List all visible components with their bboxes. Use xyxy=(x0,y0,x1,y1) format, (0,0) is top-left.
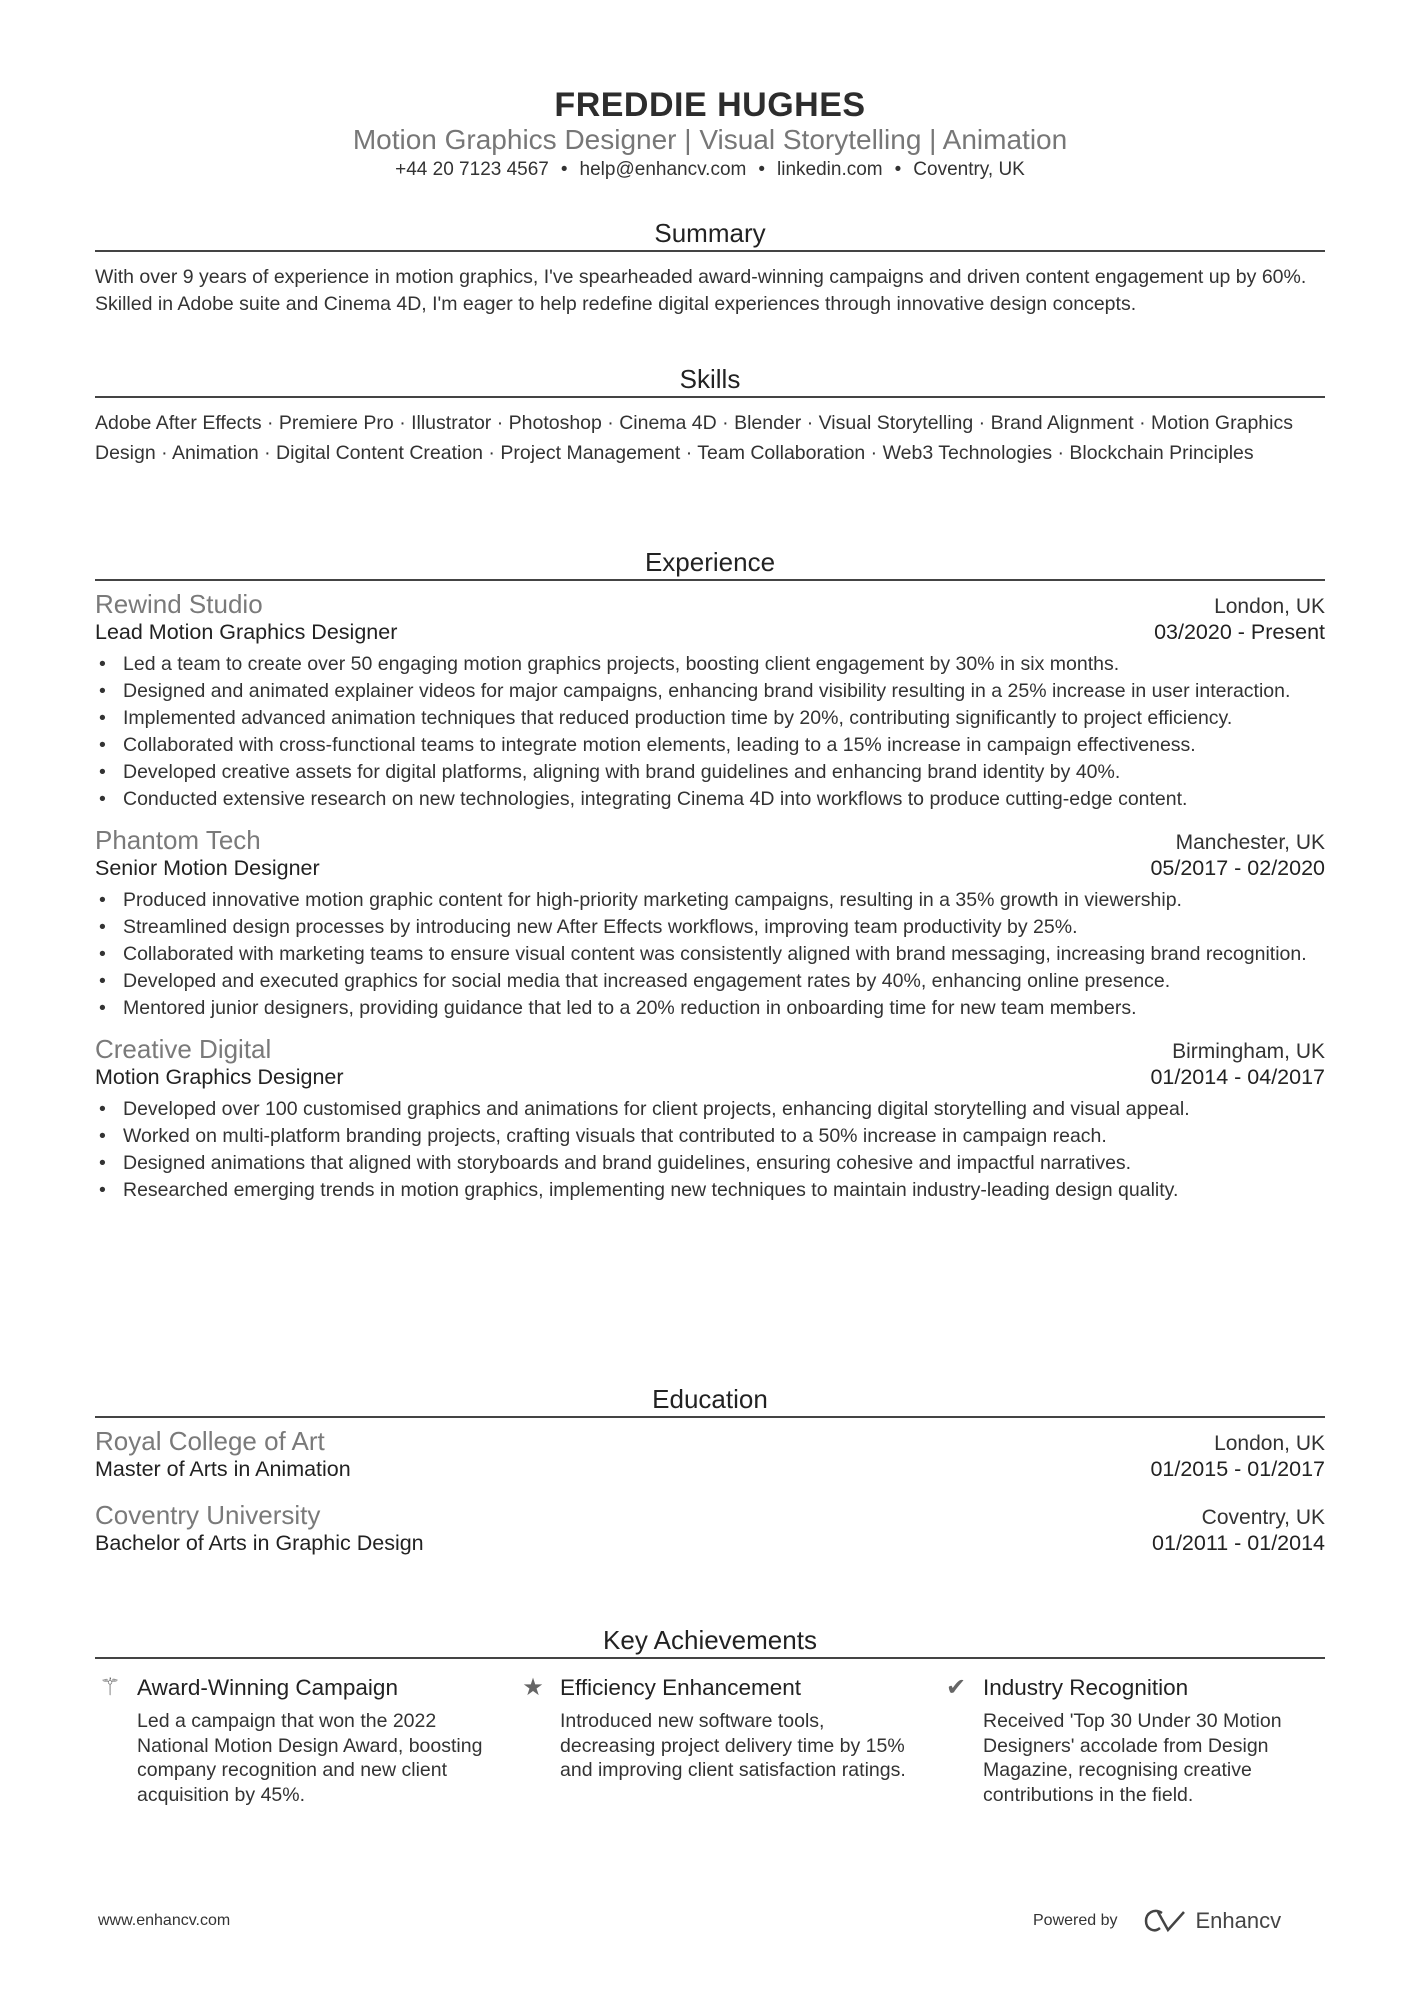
job-bullets xyxy=(95,887,1325,1022)
skills-section xyxy=(95,362,1325,468)
achievement-item xyxy=(941,1673,1341,1807)
degree: Bachelor of Arts in Graphic Design xyxy=(95,1531,424,1555)
linkedin-link[interactable]: linkedin.com xyxy=(777,159,883,180)
bullet: • Mentored junior designers, providing guidance that led to a 20% reduction in onboarding time for new team members. xyxy=(95,995,1325,1022)
achievement-item xyxy=(518,1673,918,1783)
achievements-section xyxy=(95,1623,1325,1659)
section-title: Key Achievements xyxy=(95,1623,1325,1659)
experience-section xyxy=(95,545,1325,1204)
location: Coventry, UK xyxy=(913,159,1025,180)
achievement-item xyxy=(95,1673,495,1807)
school-location: London, UK xyxy=(1214,1432,1325,1455)
separator: • xyxy=(758,159,766,180)
job-dates: 03/2020 - Present xyxy=(1154,620,1325,644)
section-title: Education xyxy=(95,1382,1325,1418)
company-name: Rewind Studio xyxy=(95,589,263,619)
education-dates: 01/2011 - 01/2014 xyxy=(1152,1531,1325,1555)
summary-text: With over 9 years of experience in motion graphics, I've spearheaded award-winning campaigns and driven content engagement up by 60%. Skilled in Adobe suite and Cinema 4D, I'm eager to help redefine digital experiences through innovative design concepts. xyxy=(95,266,1307,315)
email[interactable]: help@enhancv.com xyxy=(579,159,747,180)
bullet: • Designed and animated explainer videos for major campaigns, enhancing brand visibility resulting in a 25% increase in user interaction. xyxy=(95,678,1325,705)
separator: • xyxy=(560,159,568,180)
education-dates: 01/2015 - 01/2017 xyxy=(1150,1457,1325,1481)
bullet: • Collaborated with cross-functional teams to integrate motion elements, leading to a 15% increase in campaign effectiveness. xyxy=(95,732,1325,759)
job-title: Lead Motion Graphics Designer xyxy=(95,620,398,644)
job-dates: 01/2014 - 04/2017 xyxy=(1150,1065,1325,1089)
education-entry xyxy=(95,1500,1325,1556)
achievement-title: Award-Winning Campaign xyxy=(137,1675,398,1700)
job-bullets xyxy=(95,651,1325,813)
separator: • xyxy=(894,159,902,180)
bullet: • Developed creative assets for digital platforms, aligning with brand guidelines and enhancing brand identity by 40%. xyxy=(95,759,1325,786)
summary-section xyxy=(95,216,1325,318)
checkmark-icon: ✔ xyxy=(945,1674,967,1701)
contact-info xyxy=(95,159,1325,181)
bullet: • Produced innovative motion graphic content for high-priority marketing campaigns, resulting in a 35% growth in viewership. xyxy=(95,887,1325,914)
powered-by-label: Powered by xyxy=(1033,1912,1118,1929)
bullet: • Conducted extensive research on new technologies, integrating Cinema 4D into workflows to produce cutting-edge content. xyxy=(95,786,1325,813)
section-title: Experience xyxy=(95,545,1325,581)
degree: Master of Arts in Animation xyxy=(95,1457,351,1481)
bullet: • Collaborated with marketing teams to ensure visual content was consistently aligned with brand messaging, increasing brand recognition. xyxy=(95,941,1325,968)
achievement-text: Led a campaign that won the 2022 National Motion Design Award, boosting company recognition and new client acquisition by 45%. xyxy=(137,1710,483,1806)
phone: +44 20 7123 4567 xyxy=(395,159,549,180)
company-name: Phantom Tech xyxy=(95,825,261,855)
education-section xyxy=(95,1382,1325,1556)
job-dates: 05/2017 - 02/2020 xyxy=(1150,856,1325,880)
bullet: • Researched emerging trends in motion graphics, implementing new techniques to maintain industry-leading design quality. xyxy=(95,1177,1325,1204)
job-title: Senior Motion Designer xyxy=(95,856,320,880)
achievement-title: Industry Recognition xyxy=(983,1675,1189,1700)
job-location: London, UK xyxy=(1214,595,1325,618)
job-entry xyxy=(95,825,1325,1022)
education-entry xyxy=(95,1426,1325,1482)
school-name: Royal College of Art xyxy=(95,1426,325,1456)
candidate-name: FREDDIE HUGHES xyxy=(554,86,866,124)
bullet: • Implemented advanced animation techniques that reduced production time by 20%, contributing significantly to project efficiency. xyxy=(95,705,1325,732)
bullet: • Led a team to create over 50 engaging motion graphics projects, boosting client engagement by 30% in six months. xyxy=(95,651,1325,678)
job-title: Motion Graphics Designer xyxy=(95,1065,344,1089)
headline: Motion Graphics Designer | Visual Storytelling | Animation xyxy=(352,124,1068,155)
school-name: Coventry University xyxy=(95,1500,321,1530)
section-title: Skills xyxy=(95,362,1325,398)
bullet: • Developed and executed graphics for social media that increased engagement rates by 40%, enhancing online presence. xyxy=(95,968,1325,995)
achievement-text: Introduced new software tools, decreasing project delivery time by 15% and improving client satisfaction ratings. xyxy=(560,1710,906,1781)
skills-list: Adobe After Effects · Premiere Pro · Illustrator · Photoshop · Cinema 4D · Blender · Visual Storytelling · Brand Alignment · Motion Graphics Design · Animation · Digital Content Creation · Project Management · Team Collaboration · Web3 Technologies · Blockchain Principles xyxy=(95,412,1293,464)
brand-name: Enhancv xyxy=(1195,1908,1282,1933)
job-entry xyxy=(95,589,1325,813)
powered-by xyxy=(1033,1908,1281,1934)
star-icon: ★ xyxy=(522,1674,544,1701)
bullet: • Streamlined design processes by introducing new After Effects workflows, improving team productivity by 25%. xyxy=(95,914,1325,941)
job-entry xyxy=(95,1034,1325,1204)
achievement-text: Received 'Top 30 Under 30 Motion Designers' accolade from Design Magazine, recognising creative contributions in the field. xyxy=(983,1710,1282,1806)
bullet: • Worked on multi-platform branding projects, crafting visuals that contributed to a 50% increase in campaign reach. xyxy=(95,1123,1325,1150)
bullet: • Designed animations that aligned with storyboards and brand guidelines, ensuring cohesive and impactful narratives. xyxy=(95,1150,1325,1177)
section-title: Summary xyxy=(95,216,1325,252)
company-name: Creative Digital xyxy=(95,1034,272,1064)
bullet: • Developed over 100 customised graphics and animations for client projects, enhancing digital storytelling and visual appeal. xyxy=(95,1096,1325,1123)
footer-website[interactable]: www.enhancv.com xyxy=(98,1912,231,1929)
enhancv-logo xyxy=(1144,1908,1282,1934)
enhancv-logo-icon xyxy=(1144,1908,1188,1934)
magic-wand-icon: ⚚ xyxy=(99,1674,121,1701)
job-location: Birmingham, UK xyxy=(1172,1040,1325,1063)
job-bullets xyxy=(95,1096,1325,1204)
job-location: Manchester, UK xyxy=(1175,831,1325,854)
achievement-title: Efficiency Enhancement xyxy=(560,1675,801,1700)
school-location: Coventry, UK xyxy=(1201,1506,1325,1529)
